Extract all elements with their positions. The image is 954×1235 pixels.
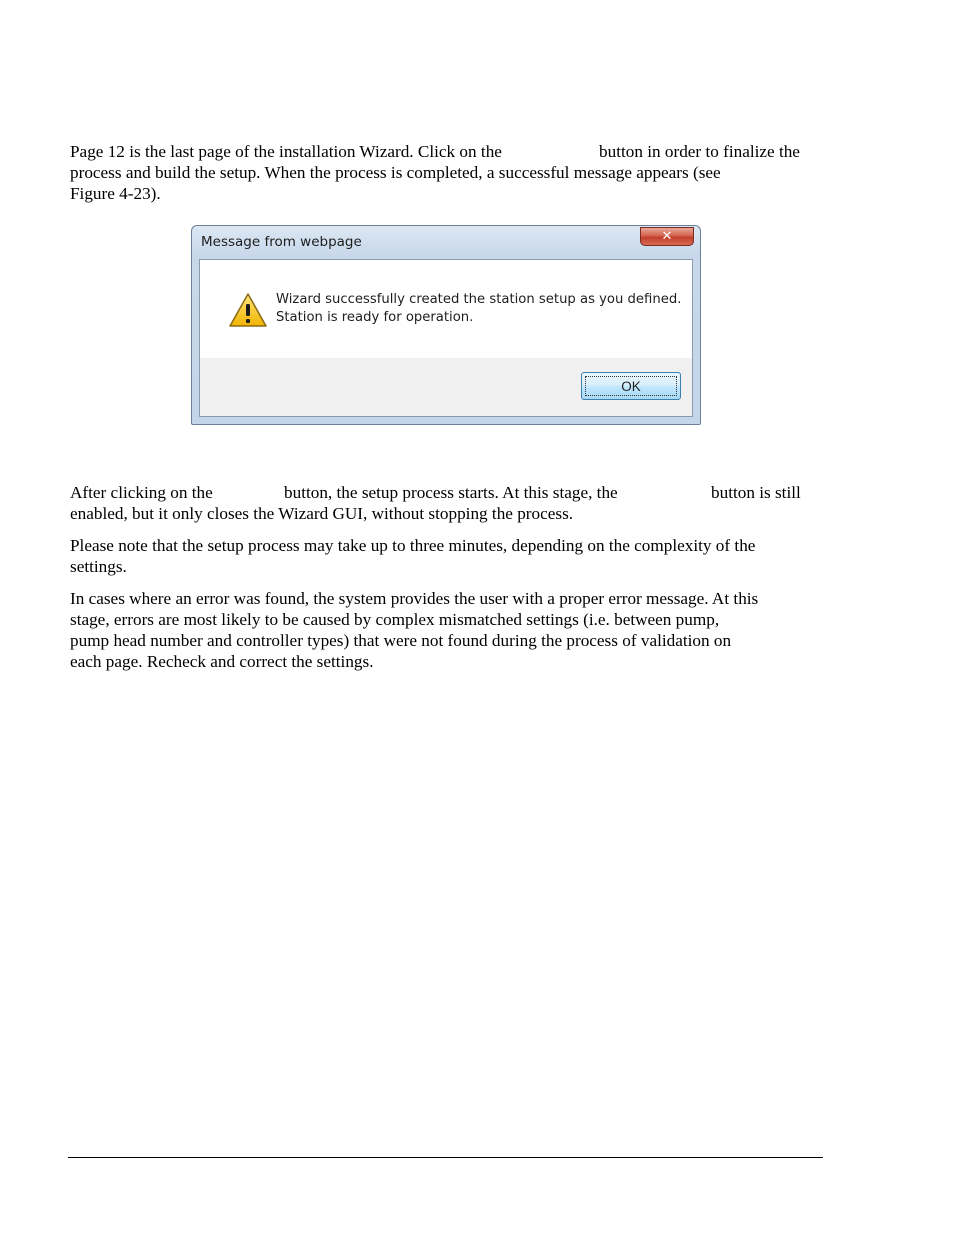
intro-line-1-end: button in order to finalize the: [599, 142, 800, 161]
note-line-2: settings.: [70, 557, 127, 576]
footer-divider: [68, 1157, 823, 1158]
error-line-3: pump head number and controller types) that were not found during the process of validation on: [70, 631, 732, 650]
after-click-line-1-b: button, the setup process starts. At this stage, the: [284, 483, 618, 502]
warning-icon: [228, 292, 268, 328]
dialog-body: [199, 259, 693, 417]
note-line-1: Please note that the setup process may take up to three minutes, depending on the complexity of the: [70, 536, 756, 555]
after-click-paragraph: [70, 482, 830, 524]
after-click-line-1-c: button is still: [711, 483, 801, 502]
intro-paragraph: [70, 141, 830, 204]
error-paragraph: [70, 588, 830, 672]
dialog-message-line-1: Wizard successfully created the station setup as you defined.: [276, 292, 682, 307]
ok-button-label: OK: [621, 378, 641, 394]
intro-line-1: [70, 141, 830, 162]
intro-line-3: Figure 4-23).: [70, 184, 161, 203]
close-button[interactable]: [640, 227, 694, 246]
dialog-message-line-2: Station is ready for operation.: [276, 310, 474, 325]
intro-line-1-start: Page 12 is the last page of the installation Wizard. Click on the: [70, 142, 502, 161]
intro-line-2: process and build the setup. When the process is completed, a successful message appears (see: [70, 163, 721, 182]
message-dialog: [191, 225, 701, 425]
dialog-message: [276, 291, 681, 327]
after-click-line-1-a: After clicking on the: [70, 483, 213, 502]
dialog-footer: [200, 358, 692, 416]
error-line-1: In cases where an error was found, the system provides the user with a proper error message. At this: [70, 589, 759, 608]
error-line-4: each page. Recheck and correct the settings.: [70, 652, 374, 671]
close-icon: ✕: [661, 229, 673, 244]
error-line-2: stage, errors are most likely to be caused by complex mismatched settings (i.e. between pump,: [70, 610, 720, 629]
after-click-line-2: enabled, but it only closes the Wizard GUI, without stopping the process.: [70, 504, 574, 523]
note-paragraph: [70, 535, 830, 577]
after-click-line-1: [70, 482, 830, 503]
ok-button[interactable]: [581, 372, 681, 400]
dialog-title: Message from webpage: [201, 234, 362, 250]
